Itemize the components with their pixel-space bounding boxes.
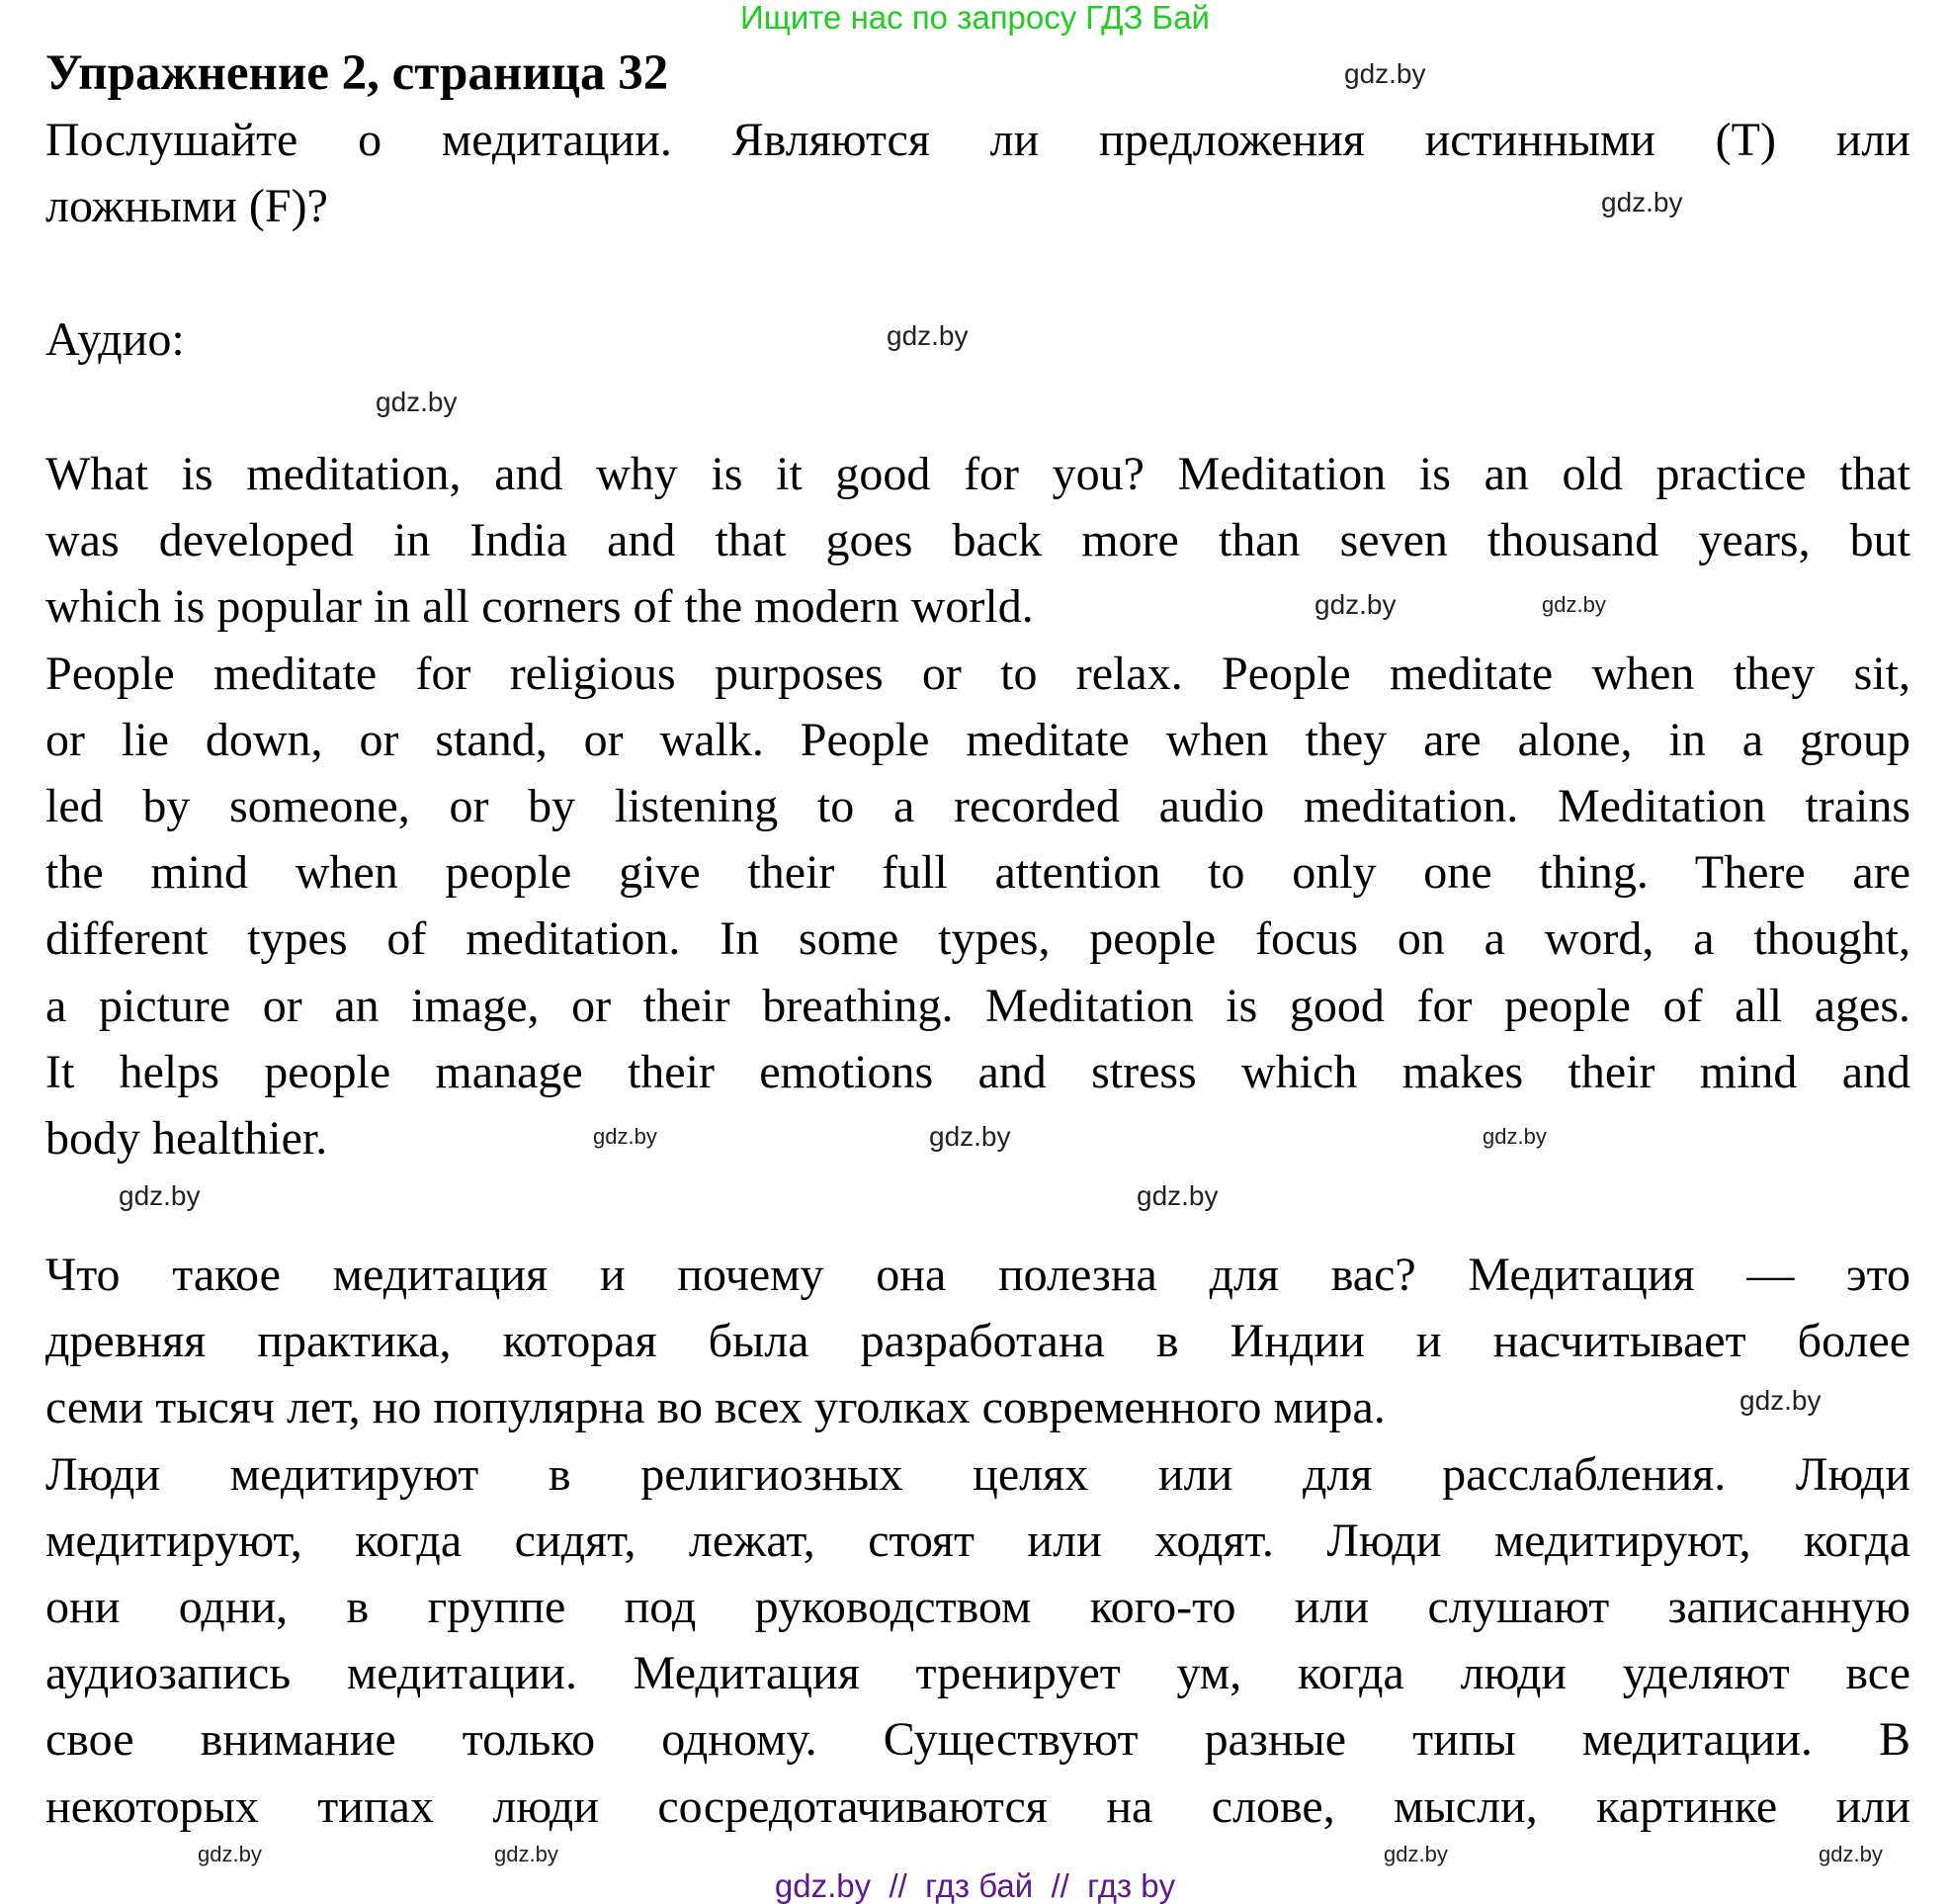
text-line: led by someone, or by listening to a recorded audio meditation. Meditation trains: [45, 780, 1910, 832]
gdz-watermark: gdz.by: [1137, 1180, 1219, 1211]
text-line: Люди медитируют в религиозных целях или для расслабления. Люди: [45, 1447, 1910, 1501]
gdz-watermark: gdz.by: [1344, 58, 1426, 89]
gdz-watermark: gdz.by: [494, 1842, 558, 1866]
gdz-watermark: gdz.by: [119, 1180, 201, 1211]
text-line: different types of meditation. In some types, people focus on a word, a thought,: [45, 912, 1910, 966]
text-line: медитируют, когда сидят, лежат, стоят или ходят. Люди медитируют, когда: [45, 1514, 1910, 1567]
text-line: они одни, в группе под руководством кого-то или слушают записанную: [45, 1581, 1910, 1633]
text-line: It helps people manage their emotions and stress which makes their mind and: [45, 1045, 1910, 1098]
text-line: What is meditation, and why is it good for you? Meditation is an old practice that: [45, 448, 1910, 500]
text-line: Что такое медитация и почему она полезна для вас? Медитация — это: [45, 1249, 1910, 1301]
text-line: the mind when people give their full attention to only one thing. There are: [45, 846, 1910, 900]
text-line: body healthier.: [45, 1112, 328, 1165]
text-line: древняя практика, которая была разработана в Индии и насчитывает более: [45, 1315, 1910, 1368]
gdz-watermark: gdz.by: [1739, 1385, 1822, 1416]
gdz-watermark: gdz.by: [1601, 187, 1683, 217]
text-line: was developed in India and that goes back more than seven thousand years, but: [45, 514, 1910, 567]
gdz-watermark: gdz.by: [1314, 589, 1397, 620]
gdz-watermark: gdz.by: [593, 1124, 657, 1149]
gdz-watermark: gdz.by: [1384, 1842, 1448, 1866]
text-line: некоторых типах люди сосредотачиваются на слове, мысли, картинке или: [45, 1779, 1910, 1833]
instruction-line: Послушайте о медитации. Являются ли предложения истинными (T) или: [45, 114, 1910, 166]
exercise-title: Упражнение 2, страница 32: [45, 45, 669, 101]
text-line: or lie down, or stand, or walk. People meditate when they are alone, in a group: [45, 713, 1910, 766]
text-line: аудиозапись медитации. Медитация тренирует ум, когда люди уделяют все: [45, 1647, 1910, 1700]
text-line: People meditate for religious purposes or to relax. People meditate when they sit,: [45, 647, 1910, 700]
instruction-line: ложными (F)?: [45, 180, 328, 232]
gdz-watermark: gdz.by: [198, 1842, 262, 1866]
text-line: семи тысяч лет, но популярна во всех уголках современного мира.: [45, 1381, 1386, 1434]
gdz-watermark: gdz.by: [1483, 1124, 1547, 1149]
gdz-watermark: gdz.by: [1819, 1842, 1883, 1866]
search-hint-banner: Ищите нас по запросу ГДЗ Бай: [740, 0, 1210, 36]
gdz-watermark: gdz.by: [929, 1121, 1011, 1152]
footer-watermark: gdz.by // гдз бай // гдз by: [774, 1867, 1176, 1904]
audio-label: Аудио:: [45, 313, 185, 366]
text-line: свое внимание только одному. Существуют разные типы медитации. В: [45, 1713, 1910, 1767]
text-line: which is popular in all corners of the modern world.: [45, 580, 1034, 634]
text-line: a picture or an image, or their breathing. Meditation is good for people of all ages.: [45, 979, 1910, 1032]
gdz-watermark: gdz.by: [376, 387, 458, 417]
gdz-watermark: gdz.by: [1542, 592, 1606, 617]
gdz-watermark: gdz.by: [887, 320, 969, 351]
